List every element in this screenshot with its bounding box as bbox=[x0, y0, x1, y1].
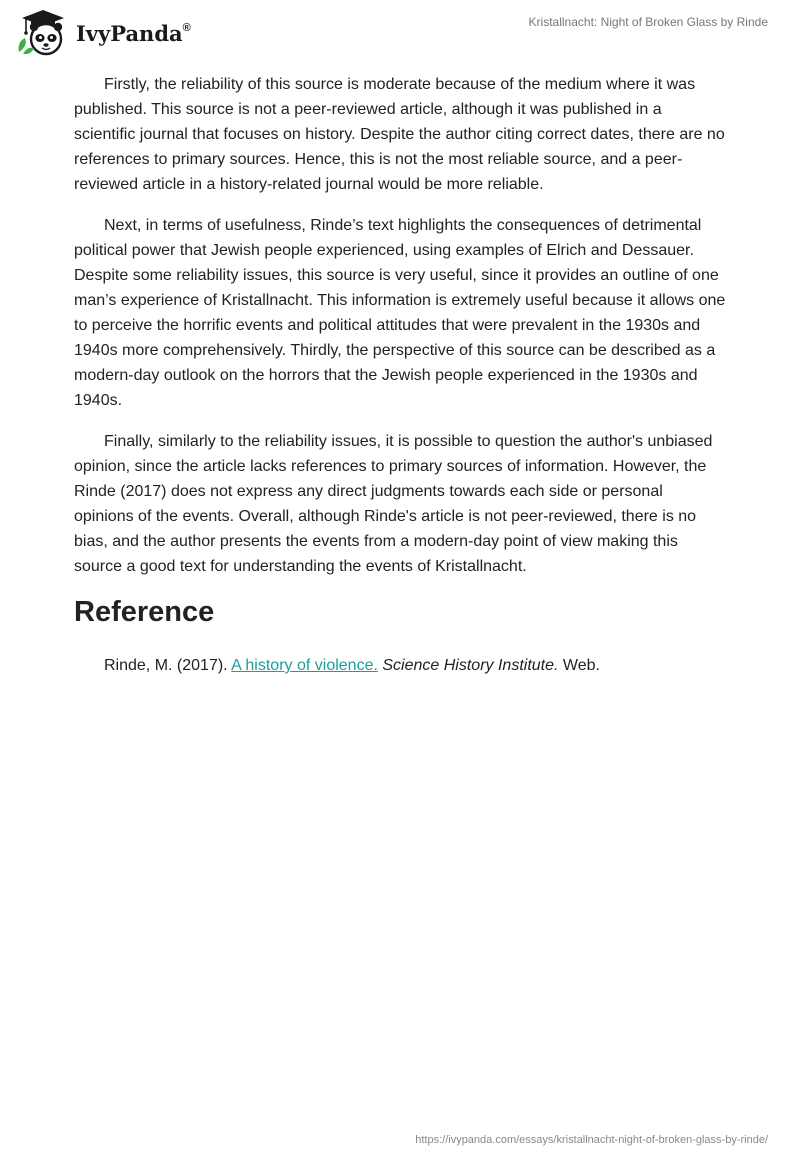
panda-graduate-icon bbox=[14, 8, 72, 56]
page-header bbox=[0, 0, 800, 64]
footer-url[interactable]: https://ivypanda.com/essays/kristallnacht-night-of-broken-glass-by-rinde/ bbox=[415, 1134, 768, 1146]
paragraph-usefulness: Next, in terms of usefulness, Rinde’s text highlights the consequences of detrimental political power that Jewish people experienced, using examples of Elrich and Dessauer. Despite some reliability issues, this source is very useful, since it provides an outline of one man’s experience of Kristallnacht. This information is extremely useful because it allows one to perceive the horrific events and political attitudes that were prevalent in the 1930s and 1940s more comprehensively. Thirdly, the perspective of this source can be described as a modern-day outlook on the horrors that the Jewish people experienced in the 1930s and 1940s. bbox=[74, 217, 726, 409]
reference-heading: Reference bbox=[74, 596, 215, 628]
registered-mark: ® bbox=[182, 21, 191, 34]
document-title: Kristallnacht: Night of Broken Glass by Rinde bbox=[528, 15, 768, 29]
reference-entry bbox=[74, 653, 726, 678]
reference-author-year: Rinde, M. (2017). bbox=[104, 657, 228, 674]
essay-body bbox=[74, 72, 726, 678]
reference-medium: Web. bbox=[562, 657, 600, 674]
paragraph-bias: Finally, similarly to the reliability issues, it is possible to question the author's unbiased opinion, since the article lacks references to primary sources of information. However, the Rinde (2017) does not express any direct judgments towards each side or personal opinions of the events. Overall, although Rinde's article is not peer-reviewed, there is no bias, and the author presents the events from a modern-day point of view making this source a good text for understanding the events of Kristallnacht. bbox=[74, 433, 713, 575]
reference-source: Science History Institute. bbox=[382, 657, 559, 674]
paragraph-reliability: Firstly, the reliability of this source is moderate because of the medium where it was published. This source is not a peer-reviewed article, although it was published in a scientific journal that focuses on history. Despite the author citing correct dates, there are no references to primary sources. Hence, this is not the most reliable source, and a peer-reviewed article in a history-related journal would be more reliable. bbox=[74, 76, 725, 193]
reference-link[interactable]: A history of violence. bbox=[231, 657, 378, 674]
brand-logo[interactable] bbox=[14, 8, 191, 56]
brand-name: IvyPanda® bbox=[76, 20, 191, 46]
